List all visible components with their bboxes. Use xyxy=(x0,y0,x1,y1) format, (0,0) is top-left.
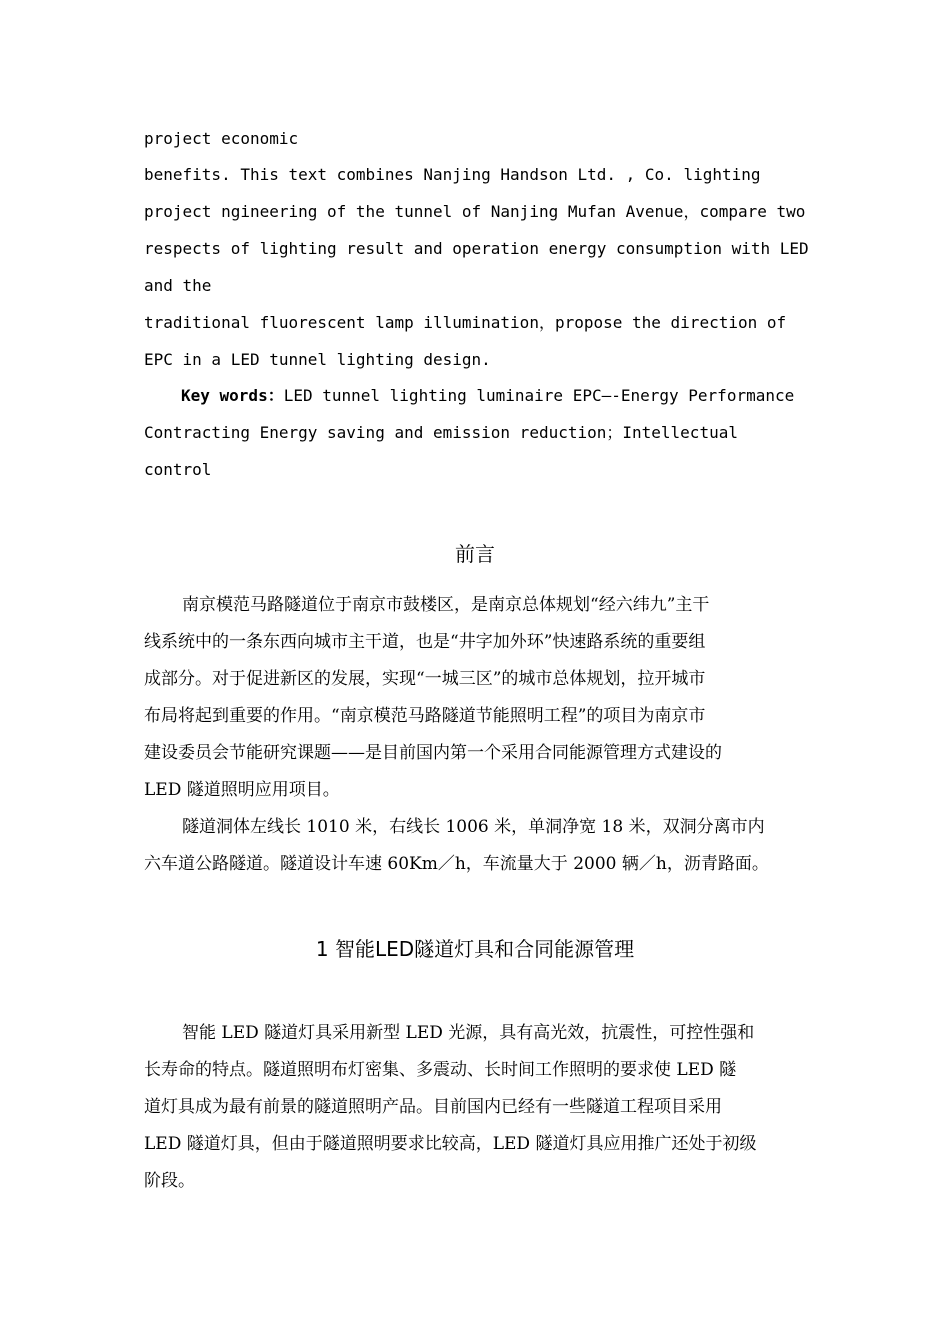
abstract-line: and the xyxy=(144,276,212,295)
preface-para1-line: 成部分。对于促进新区的发展，实现“一城三区”的城市总体规划，拉开城市 xyxy=(144,669,706,689)
preface-para1-line: LED 隧道照明应用项目。 xyxy=(144,780,340,800)
keywords-label: Key words： xyxy=(181,386,284,405)
preface-para1-line: 建设委员会节能研究课题——是目前国内第一个采用合同能源管理方式建设的 xyxy=(144,743,722,763)
keywords-line xyxy=(181,386,794,406)
keywords-line: control xyxy=(144,460,212,479)
keywords-line: Contracting Energy saving and emission reduction；Intellectual xyxy=(144,423,738,442)
abstract-line: project economic xyxy=(144,129,299,148)
preface-para1-line: 线系统中的一条东西向城市主干道，也是“井字加外环”快速路系统的重要组 xyxy=(144,632,706,652)
preface-title: 前言 xyxy=(455,542,495,566)
section1-para-line: 阶段。 xyxy=(144,1171,195,1191)
preface-para1-line: 南京模范马路隧道位于南京市鼓楼区，是南京总体规划“经六纬九”主干 xyxy=(182,595,710,615)
section1-para-line: LED 隧道灯具，但由于隧道照明要求比较高，LED 隧道灯具应用推广还处于初级 xyxy=(144,1134,757,1154)
abstract-line: traditional fluorescent lamp illumination，propose the direction of xyxy=(144,313,787,332)
section1-para-line: 长寿命的特点。隧道照明布灯密集、多震动、长时间工作照明的要求使 LED 隧 xyxy=(144,1060,737,1080)
preface-para2-line: 六车道公路隧道。隧道设计车速 60Km／h，车流量大于 2000 辆／h，沥青路面。 xyxy=(144,854,769,874)
section1-para-line: 智能 LED 隧道灯具采用新型 LED 光源，具有高光效，抗震性，可控性强和 xyxy=(182,1023,755,1043)
preface-para2-line: 隧道洞体左线长 1010 米，右线长 1006 米，单洞净宽 18 米，双洞分离市内 xyxy=(182,817,765,837)
abstract-line: project ngineering of the tunnel of Nanjing Mufan Avenue，compare two xyxy=(144,202,806,221)
preface-para1-line: 布局将起到重要的作用。“南京模范马路隧道节能照明工程”的项目为南京市 xyxy=(144,706,706,726)
abstract-line: benefits. This text combines Nanjing Handson Ltd. , Co. lighting xyxy=(144,165,761,184)
section1-para-line: 道灯具成为最有前景的隧道照明产品。目前国内已经有一些隧道工程项目采用 xyxy=(144,1097,722,1117)
abstract-line: respects of lighting result and operation energy consumption with LED xyxy=(144,239,809,258)
section1-title: 1 智能LED隧道灯具和合同能源管理 xyxy=(315,937,635,961)
abstract-line: EPC in a LED tunnel lighting design. xyxy=(144,350,491,369)
keywords-text: LED tunnel lighting luminaire EPC—-Energy Performance xyxy=(283,386,795,405)
